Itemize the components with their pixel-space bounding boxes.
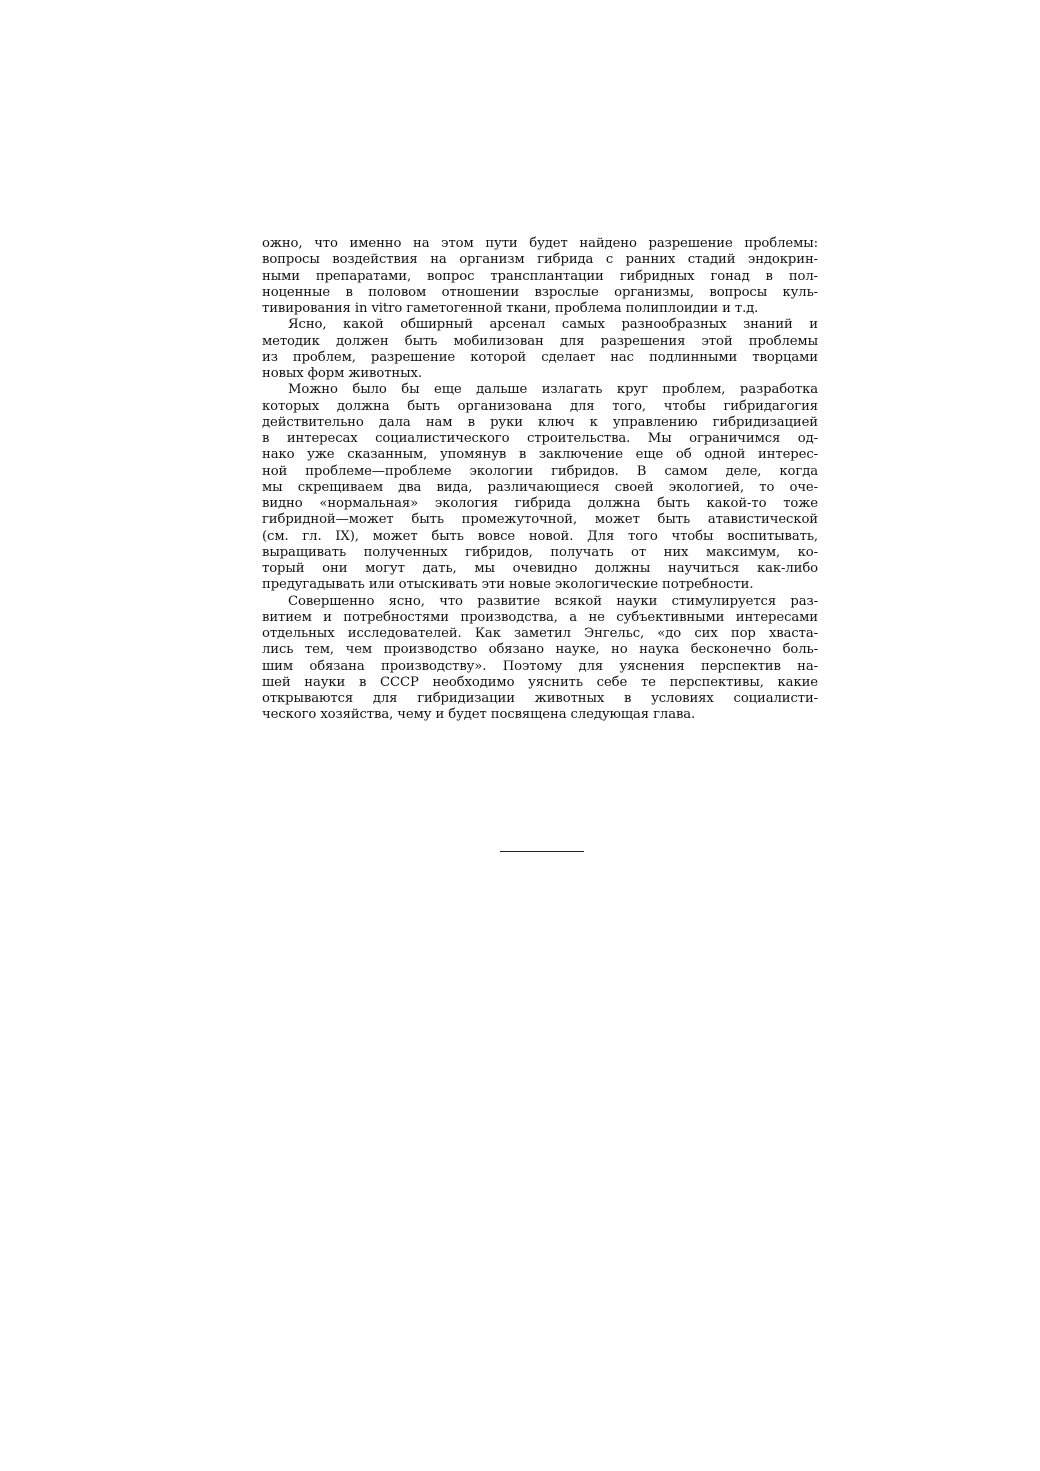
text-line: видно «нормальная» экология гибрида должна быть какой-то тоже — [262, 496, 818, 511]
text-line: тивирования in vitro гаметогенной ткани, проблема полиплоидии и т.д. — [262, 301, 759, 316]
text-line: ческого хозяйства, чему и будет посвящена следующая глава. — [262, 707, 696, 723]
text-line: действительно дала нам в руки ключ к управлению гибридизацией — [262, 414, 818, 430]
text-line: (см. гл. IX), может быть вовсе новой. Для того чтобы воспитывать, — [262, 528, 818, 544]
body-text — [262, 236, 818, 724]
text-line: открываются для гибридизации животных в условиях социалисти- — [262, 691, 818, 706]
text-line: новых форм животных. — [262, 366, 422, 381]
text-line: методик должен быть мобилизован для разрешения этой проблемы — [262, 333, 818, 349]
text-line: вопросы воздействия на организм гибрида с ранних стадий эндокрин- — [262, 252, 818, 268]
text-line: гибридной—может быть промежуточной, может быть атавистической — [262, 512, 818, 528]
text-line: торый они могут дать, мы очевидно должны научиться как-либо — [262, 561, 818, 576]
text-line: шей науки в СССР необходимо уяснить себе те перспективы, какие — [262, 674, 818, 690]
text-line: которых должна быть организована для того, чтобы гибридагогия — [262, 398, 818, 414]
text-line: Совершенно ясно, что развитие всякой науки стимулируется раз- — [288, 593, 818, 609]
text-line: ожно, что именно на этом пути будет найдено разрешение проблемы: — [262, 236, 818, 251]
text-line: отдельных исследователей. Как заметил Энгельс, «до сих пор хваста- — [262, 626, 818, 641]
text-line: ными препаратами, вопрос трансплантации гибридных гонад в пол- — [262, 268, 818, 284]
text-line: мы скрещиваем два вида, различающиеся своей экологией, то оче- — [262, 479, 818, 495]
text-line: предугадывать или отыскивать эти новые экологические потребности. — [262, 577, 754, 593]
text-line: в интересах социалистического строительства. Мы ограничимся од- — [262, 431, 818, 446]
text-line: нако уже сказанным, упомянув в заключение еще об одной интерес- — [262, 447, 818, 463]
text-line: лись тем, чем производство обязано науке, но наука бесконечно боль- — [262, 642, 818, 658]
text-line: ной проблеме—проблеме экологии гибридов. В самом деле, когда — [262, 463, 818, 479]
text-line: выращивать полученных гибридов, получать от них максимум, ко- — [262, 544, 818, 560]
text-line: Ясно, какой обширный арсенал самых разнообразных знаний и — [288, 317, 818, 333]
text-line: из проблем, разрешение которой сделает нас подлинными творцами — [262, 349, 818, 365]
end-of-chapter-rule — [500, 851, 584, 852]
text-line: витием и потребностями производства, а не субъективными интересами — [262, 609, 818, 625]
text-line: ноценные в половом отношении взрослые организмы, вопросы куль- — [262, 284, 818, 300]
text-line: Можно было бы еще дальше излагать круг проблем, разработка — [288, 382, 818, 398]
text-line: шим обязана производству». Поэтому для уяснения перспектив на- — [262, 658, 818, 674]
